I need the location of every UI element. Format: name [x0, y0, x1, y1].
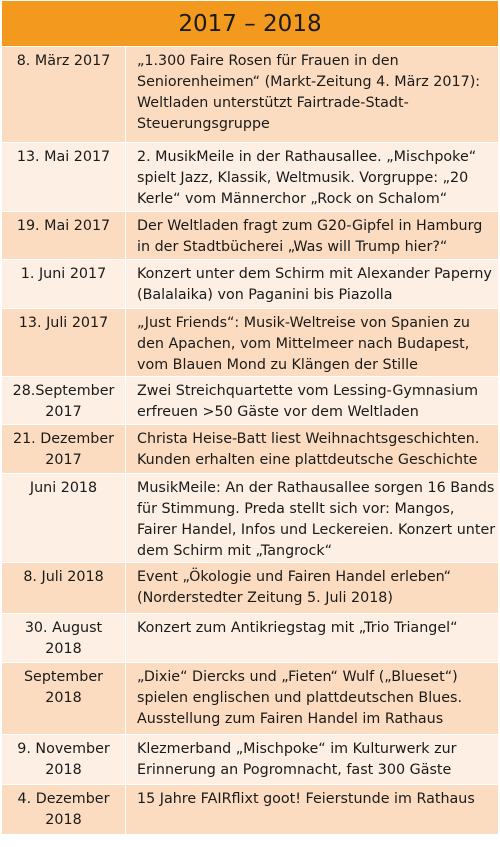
table-title: 2017 – 2018 — [2, 1, 499, 47]
event-description: 15 Jahre FAIRflixt goot! Feierstunde im Rathaus — [126, 785, 499, 835]
event-description: MusikMeile: An der Rathausallee sorgen 16 Bands für Stimmung. Preda stellt sich vor: Mangos, Fairer Handel, Infos und Leckereien. Konzert unter dem Schirm mit „Tangrock“ — [126, 474, 499, 563]
table-row — [2, 785, 499, 835]
table-row — [2, 614, 499, 663]
event-description: Der Weltladen fragt zum G20-Gipfel in Hamburg in der Stadtbücherei „Was will Trump hier?“ — [126, 212, 499, 260]
table-row — [2, 260, 499, 309]
table-row — [2, 47, 499, 143]
table-row — [2, 309, 499, 377]
event-description: Zwei Streichquartette vom Lessing-Gymnasium erfreuen >50 Gäste vor dem Weltladen — [126, 377, 499, 425]
table-row — [2, 425, 499, 474]
event-description: „Dixie“ Diercks und „Fieten“ Wulf („Blueset“) spielen englischen und plattdeutschen Blues. Ausstellung zum Fairen Handel im Rathaus — [126, 663, 499, 735]
table-row — [2, 143, 499, 212]
event-description: Christa Heise-Batt liest Weihnachtsgeschichten. Kunden erhalten eine plattdeutsche Geschichte — [126, 425, 499, 474]
table-row — [2, 735, 499, 785]
event-date: 19. Mai 2017 — [2, 212, 126, 260]
event-description: Klezmerband „Mischpoke“ im Kulturwerk zur Erinnerung an Pogromnacht, fast 300 Gäste — [126, 735, 499, 785]
event-description: „1.300 Faire Rosen für Frauen in den Seniorenheimen“ (Markt-Zeitung 4. März 2017): Weltladen unterstützt Fairtrade-Stadt-Steuerungsgruppe — [126, 47, 499, 143]
table-row — [2, 377, 499, 425]
event-date: Juni 2018 — [2, 474, 126, 563]
table-row — [2, 663, 499, 735]
event-date: 4. Dezember 2018 — [2, 785, 126, 835]
table-row — [2, 474, 499, 563]
event-date: 9. November 2018 — [2, 735, 126, 785]
event-date: 21. Dezember 2017 — [2, 425, 126, 474]
event-date: 28.September 2017 — [2, 377, 126, 425]
events-table — [1, 0, 499, 835]
event-description: „Just Friends“: Musik-Weltreise von Spanien zu den Apachen, vom Mittelmeer nach Budapest, vom Blauen Mond zu Klängen der Stille — [126, 309, 499, 377]
event-description: 2. MusikMeile in der Rathausallee. „Mischpoke“ spielt Jazz, Klassik, Weltmusik. Vorgruppe: „20 Kerle“ vom Männerchor „Rock on Schalom“ — [126, 143, 499, 212]
event-date: 13. Mai 2017 — [2, 143, 126, 212]
event-date: 30. August 2018 — [2, 614, 126, 663]
event-description: Konzert unter dem Schirm mit Alexander Paperny (Balalaika) von Paganini bis Piazolla — [126, 260, 499, 309]
event-description: Event „Ökologie und Fairen Handel erleben“ (Norderstedter Zeitung 5. Juli 2018) — [126, 563, 499, 614]
table-row — [2, 563, 499, 614]
event-date: 8. März 2017 — [2, 47, 126, 143]
header-row — [2, 1, 499, 47]
event-date: 13. Juli 2017 — [2, 309, 126, 377]
event-description: Konzert zum Antikriegstag mit „Trio Triangel“ — [126, 614, 499, 663]
event-date: September 2018 — [2, 663, 126, 735]
table-row — [2, 212, 499, 260]
event-date: 1. Juni 2017 — [2, 260, 126, 309]
event-date: 8. Juli 2018 — [2, 563, 126, 614]
